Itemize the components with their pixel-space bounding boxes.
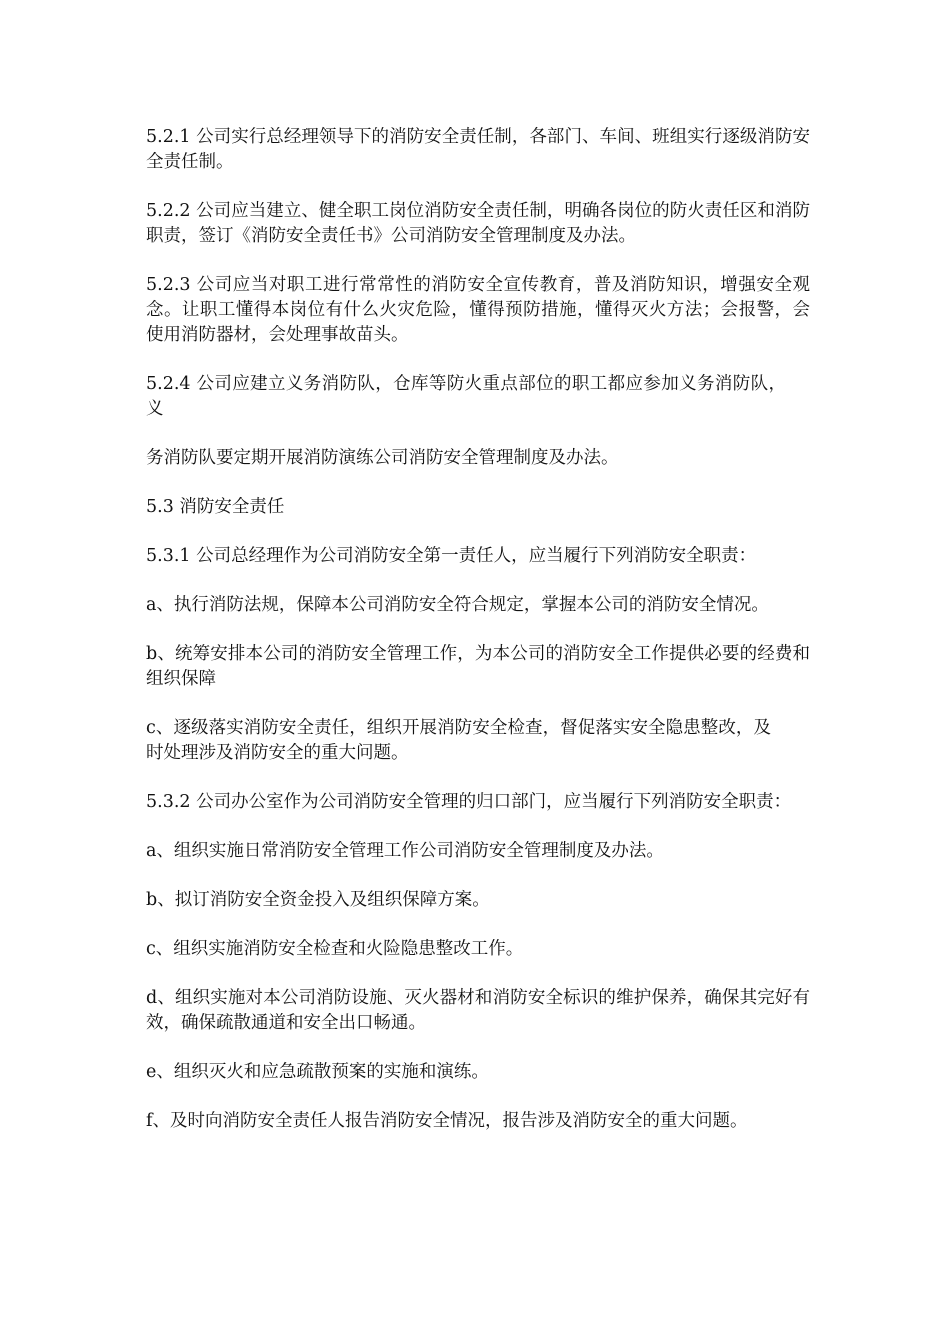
list-item-5-3-1-c: c、逐级落实消防安全责任，组织开展消防安全检查，督促落实安全隐患整改，及时处理涉及消防安全的重大问题。 — [146, 718, 771, 763]
paragraph-5-2-4-continued: 务消防队要定期开展消防演练公司消防安全管理制度及办法。 — [146, 448, 619, 468]
paragraph-5-2-1: 5.2.1 公司实行总经理领导下的消防安全责任制，各部门、车间、班组实行逐级消防安全责任制。 — [146, 127, 810, 172]
list-item-5-3-1-a: a、执行消防法规，保障本公司消防安全符合规定，掌握本公司的消防安全情况。 — [146, 595, 769, 615]
paragraph-5-3-2: 5.3.2 公司办公室作为公司消防安全管理的归口部门，应当履行下列消防安全职责： — [146, 792, 792, 812]
paragraph-5-2-3: 5.2.3 公司应当对职工进行常常性的消防安全宣传教育，普及消防知识，增强安全观念。让职工懂得本岗位有什么火灾危险，懂得预防措施，懂得灭火方法；会报警，会使用消防器材，会处理事故苗头。 — [146, 275, 810, 345]
document-body — [146, 125, 810, 1158]
list-item-5-3-1-b: b、统筹安排本公司的消防安全管理工作，为本公司的消防安全工作提供必要的经费和组织保障 — [146, 644, 810, 689]
paragraph-5-2-2: 5.2.2 公司应当建立、健全职工岗位消防安全责任制，明确各岗位的防火责任区和消防职责，签订《消防安全责任书》公司消防安全管理制度及办法。 — [146, 201, 810, 246]
list-item-5-3-2-a: a、组织实施日常消防安全管理工作公司消防安全管理制度及办法。 — [146, 841, 664, 861]
section-heading-5-3: 5.3 消防安全责任 — [146, 497, 285, 517]
paragraph-5-2-4: 5.2.4 公司应建立义务消防队，仓库等防火重点部位的职工都应参加义务消防队，义 — [146, 374, 786, 419]
list-item-5-3-2-c: c、组织实施消防安全检查和火险隐患整改工作。 — [146, 939, 524, 959]
list-item-5-3-2-d: d、组织实施对本公司消防设施、灭火器材和消防安全标识的维护保养，确保其完好有效，确保疏散通道和安全出口畅通。 — [146, 988, 810, 1033]
paragraph-5-3-1: 5.3.1 公司总经理作为公司消防安全第一责任人，应当履行下列消防安全职责： — [146, 546, 757, 566]
list-item-5-3-2-e: e、组织灭火和应急疏散预案的实施和演练。 — [146, 1062, 489, 1082]
list-item-5-3-2-f: f、及时向消防安全责任人报告消防安全情况，报告涉及消防安全的重大问题。 — [146, 1111, 748, 1131]
list-item-5-3-2-b: b、拟订消防安全资金投入及组织保障方案。 — [146, 890, 490, 910]
